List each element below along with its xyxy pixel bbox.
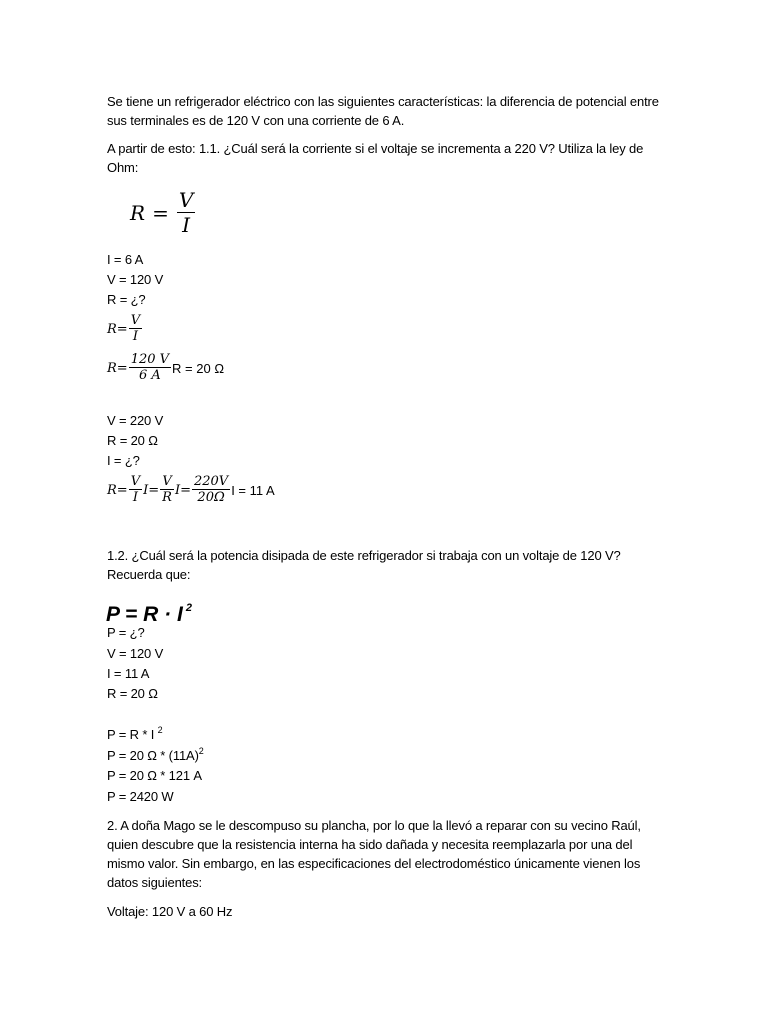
calc-3-line-1 — [107, 725, 667, 745]
given-1-resistance: R = ¿? — [107, 292, 146, 307]
calc-2-equation — [107, 474, 275, 506]
question-2-line-2: quien descubre que la resistencia interna ha sido dañada y necesita reemplazarla por una del — [107, 837, 633, 852]
calc-3-line-2 — [107, 746, 667, 766]
calc-3-line-4: P = 2420 W — [107, 789, 174, 804]
calc-2-a-equals: = — [116, 482, 128, 498]
calc-1-sub-numerator: 120 V — [130, 352, 170, 367]
calc-2-a-numerator: V — [130, 474, 141, 489]
calc-1-substitution — [107, 352, 224, 384]
calc-2-a-lhs: R — [107, 482, 117, 498]
calc-2-a-denominator: I — [132, 490, 138, 505]
question-1-2-line-1: 1.2. ¿Cuál será la potencia disipada de este refrigerador si trabaja con un voltaje de 120 V? — [107, 548, 621, 563]
calc-1-sub-denominator: 6 A — [138, 368, 161, 383]
calc-2-b-numerator: V — [162, 474, 172, 489]
calc-3-line-2-exponent: 2 — [198, 746, 204, 756]
calc-1-result: R = 20 Ω — [172, 360, 225, 376]
calc-1-fraction — [129, 313, 142, 345]
question-1-1-line-1: A partir de esto: 1.1. ¿Cuál será la corriente si el voltaje se incrementa a 220 V? Utiliza la ley de — [107, 141, 644, 156]
question-1-1-line-2: Ohm: — [107, 160, 139, 175]
calc-1-formula — [107, 313, 143, 345]
formula-equals: = — [152, 200, 169, 225]
voltage-spec-line: Voltaje: 120 V a 60 Hz — [107, 904, 233, 919]
calc-2-c-numerator: 220V — [193, 474, 229, 489]
calc-1-denominator: I — [132, 329, 138, 344]
calc-2-b-equals: = — [148, 482, 160, 498]
given-1-voltage: V = 120 V — [107, 272, 164, 287]
calc-2-c-fraction — [192, 474, 230, 506]
calc-1-equals: = — [116, 321, 128, 337]
calc-2-c-lhs: I — [174, 482, 181, 498]
calc-3-line-2-text: P = 20 Ω * (11A) — [107, 748, 199, 763]
calc-2-c-denominator: 20Ω — [197, 490, 225, 505]
calc-1-sub-fraction — [129, 352, 171, 384]
power-formula-text: P = R · I — [106, 603, 183, 626]
calc-2-b-fraction — [160, 474, 174, 506]
question-2-line-4: datos siguientes: — [107, 875, 203, 890]
given-3-resistance: R = 20 Ω — [107, 686, 158, 701]
ohm-law-formula — [130, 188, 196, 237]
intro-line-2: sus terminales es de 120 V con una corriente de 6 A. — [107, 113, 405, 128]
calc-3-line-3: P = 20 Ω * 121 A — [107, 768, 202, 783]
calc-1-numerator: V — [130, 313, 141, 328]
question-2-line-3: mismo valor. Sin embargo, en las especificaciones del electrodoméstico únicamente vienen los — [107, 856, 641, 871]
given-1-current: I = 6 A — [107, 252, 144, 267]
formula-numerator: V — [178, 188, 194, 212]
calc-2-result: I = 11 A — [231, 482, 275, 498]
question-2-line-1: 2. A doña Mago se le descompuso su plancha, por lo que la llevó a reparar con su vecino Raúl, — [107, 818, 641, 833]
power-formula-exponent: 2 — [185, 602, 192, 614]
formula-denominator: I — [182, 213, 190, 237]
given-3-voltage: V = 120 V — [107, 646, 164, 661]
formula-lhs: R — [130, 200, 146, 225]
calc-1-lhs: R — [107, 321, 117, 337]
given-2-current: I = ¿? — [107, 453, 140, 468]
calc-3-line-1-text: P = R * I — [107, 727, 155, 742]
calc-2-b-denominator: R — [162, 490, 172, 505]
given-3-power: P = ¿? — [107, 625, 145, 640]
given-2-voltage: V = 220 V — [107, 413, 164, 428]
formula-fraction — [177, 188, 195, 237]
calc-1-sub-equals: = — [116, 360, 128, 376]
calc-3-line-1-exponent: 2 — [157, 725, 163, 735]
given-2-resistance: R = 20 Ω — [107, 433, 158, 448]
calc-2-a-fraction — [129, 474, 142, 506]
calc-2-c-equals: = — [180, 482, 191, 498]
calc-2-b-lhs: I — [143, 482, 149, 498]
given-3-current: I = 11 A — [107, 666, 150, 681]
intro-line-1: Se tiene un refrigerador eléctrico con las siguientes características: la diferencia de potencial entre — [107, 94, 659, 109]
calc-1-sub-lhs: R — [107, 360, 117, 376]
question-1-2-line-2: Recuerda que: — [107, 567, 191, 582]
